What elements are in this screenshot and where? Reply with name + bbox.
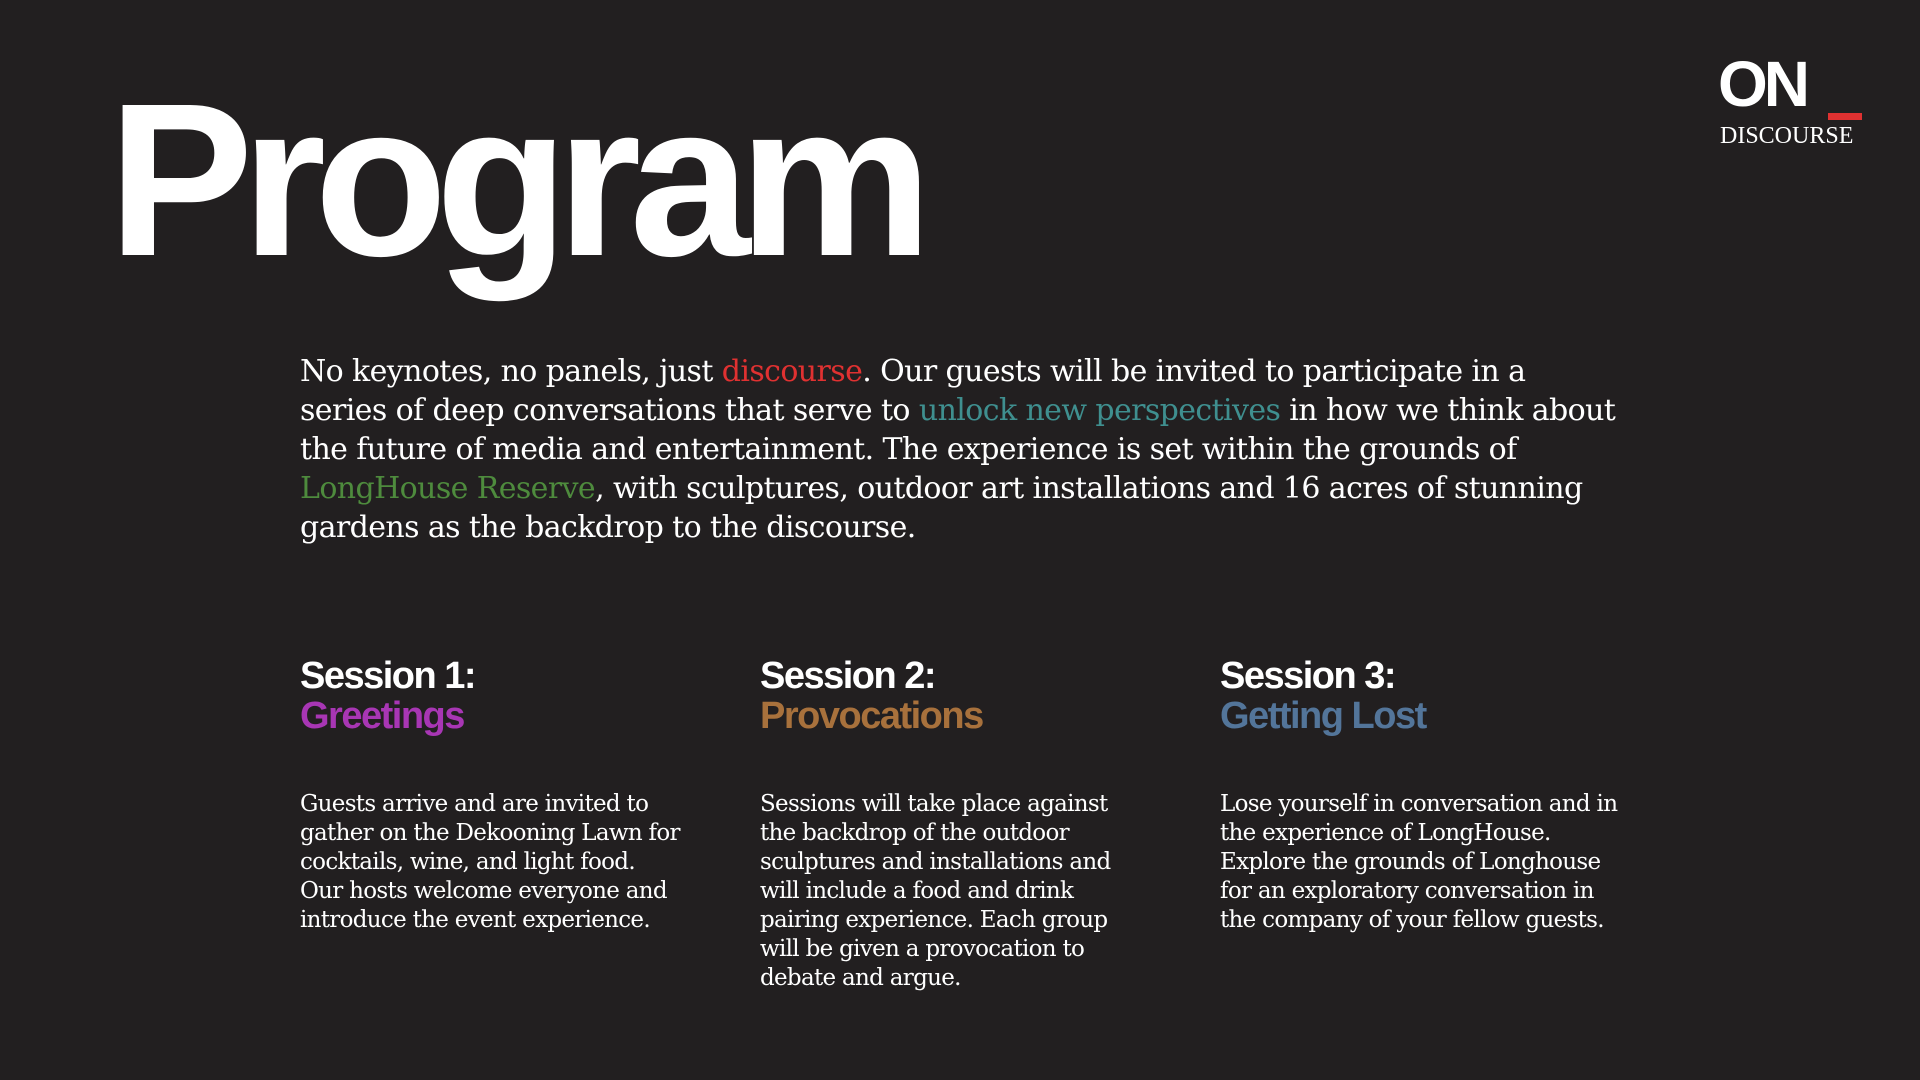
intro-highlight-perspectives: unlock new perspectives xyxy=(918,393,1281,428)
logo-on-text: ON xyxy=(1718,48,1806,120)
intro-segment: . Our guests will be invited to participate in a series of deep conversations that serve to xyxy=(300,354,1526,428)
intro-segment: , with sculptures, outdoor art installations and 16 acres of stunning gardens as the backdrop to the discourse. xyxy=(300,471,1583,545)
session-3-name: Getting Lost xyxy=(1220,695,1426,737)
logo-underscore-bar xyxy=(1828,113,1862,120)
session-1-description: Guests arrive and are invited to gather on the Dekooning Lawn for cocktails, wine, and light food. Our hosts welcome everyone and introduce the event experience. xyxy=(300,791,680,933)
session-2-description: Sessions will take place against the backdrop of the outdoor sculptures and installations and will include a food and drink pairing experience. Each group will be given a provocation to debate and argue. xyxy=(760,791,1111,991)
intro-segment: in how we think about the future of media and entertainment. The experience is set within the grounds of xyxy=(300,393,1616,467)
intro-highlight-longhouse: LongHouse Reserve xyxy=(300,471,596,506)
session-2-name: Provocations xyxy=(760,695,983,737)
session-3 xyxy=(1220,656,1640,935)
session-2 xyxy=(760,656,1180,993)
session-3-label: Session 3: xyxy=(1220,655,1396,697)
session-1-label: Session 1: xyxy=(300,655,476,697)
intro-highlight-discourse: discourse xyxy=(721,354,863,389)
intro-paragraph xyxy=(300,352,1620,547)
session-1-name: Greetings xyxy=(300,695,464,737)
page-title: Program xyxy=(108,59,921,302)
session-2-label: Session 2: xyxy=(760,655,936,697)
logo-discourse-text: DISCOURSE xyxy=(1720,123,1854,149)
session-1 xyxy=(300,656,720,935)
intro-segment: No keynotes, no panels, just xyxy=(300,354,722,389)
on-discourse-logo xyxy=(1718,48,1864,152)
session-3-description: Lose yourself in conversation and in the experience of LongHouse. Explore the grounds of Longhouse for an exploratory conversation in the company of your fellow guests. xyxy=(1220,791,1618,933)
